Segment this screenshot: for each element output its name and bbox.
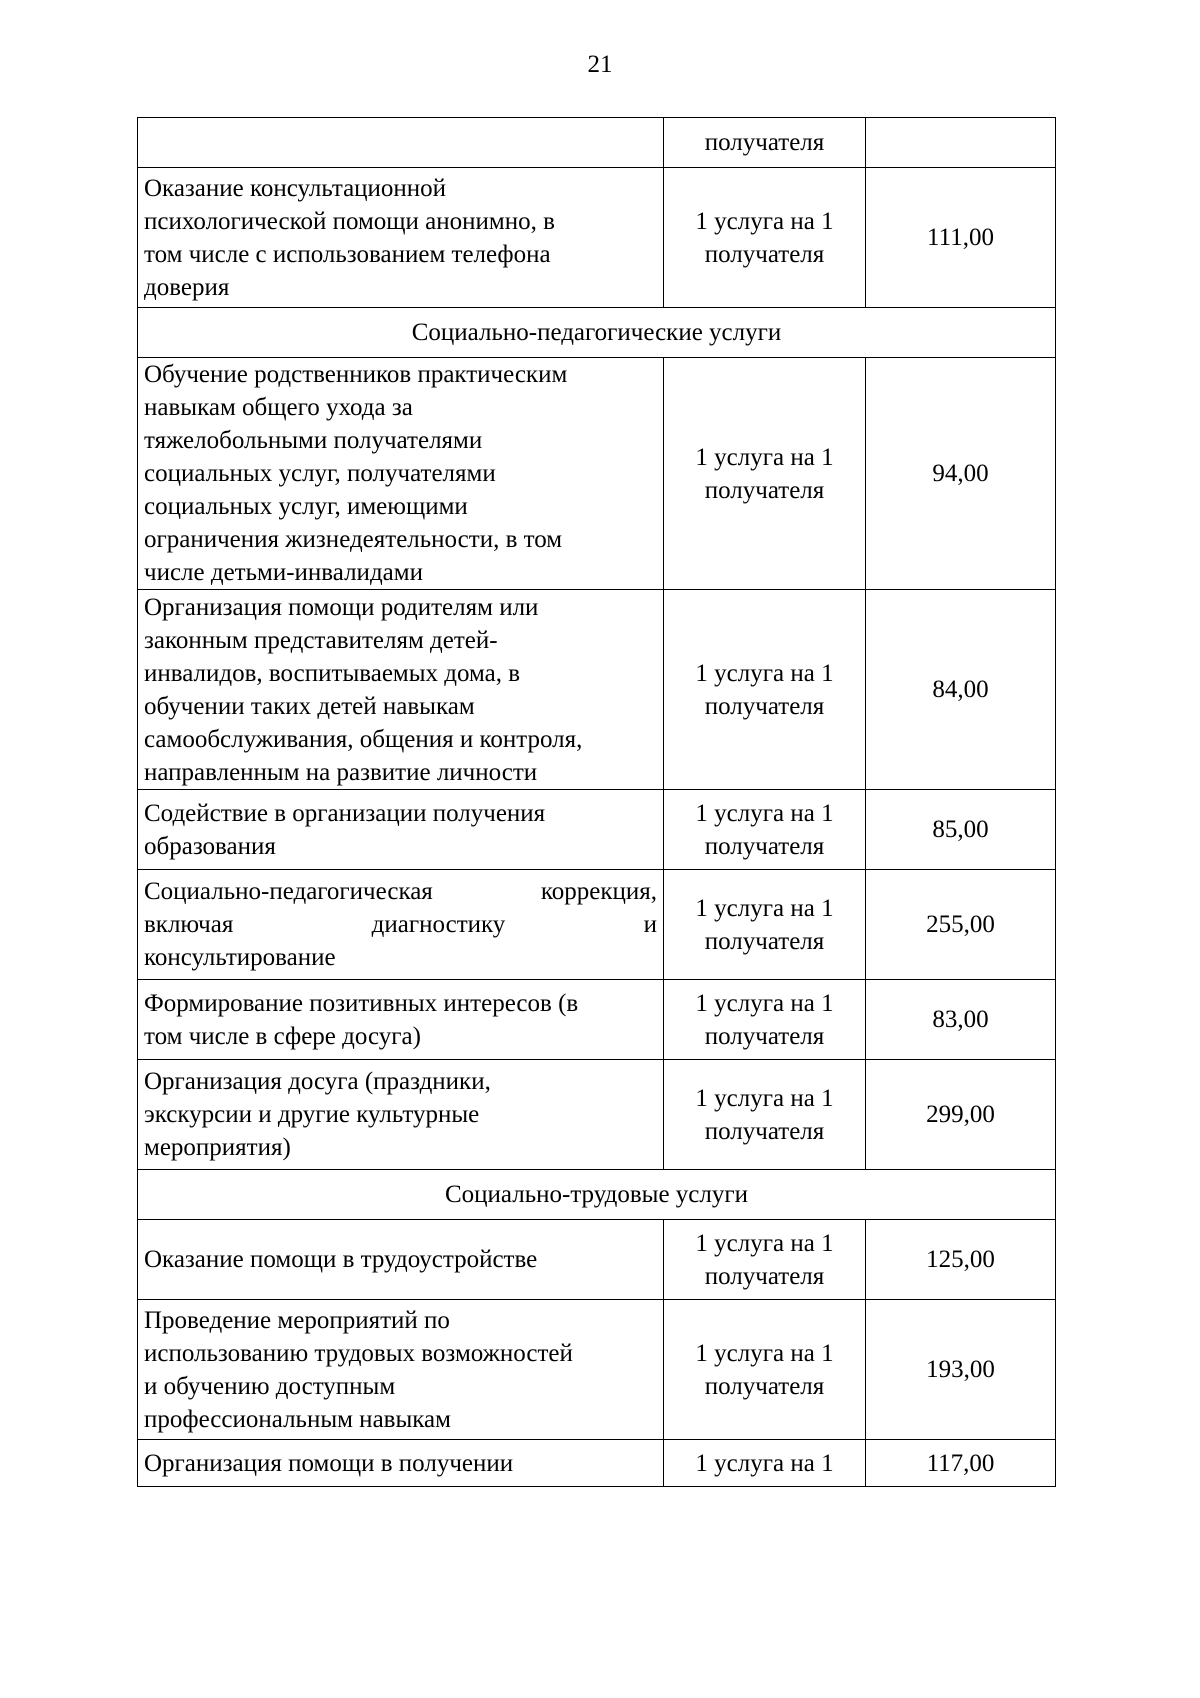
service-name: [138, 118, 664, 168]
service-unit-line: 1 услуга на 1: [695, 207, 834, 235]
service-unit-line: 1 услуга на 1: [695, 1229, 834, 1257]
service-name-line: ограничения жизнедеятельности, в том: [144, 526, 563, 553]
service-unit-line: получателя: [704, 240, 825, 268]
service-name-line: экскурсии и другие культурные: [144, 1101, 480, 1128]
table-row: [138, 870, 1056, 980]
service-name-line: тяжелобольными получателями: [144, 427, 483, 454]
service-name-line: Формирование позитивных интересов (в: [144, 989, 579, 1017]
service-unit-line: 1 услуга на 1: [695, 894, 834, 922]
table-row: [138, 1300, 1056, 1440]
service-name-line: профессиональным навыкам: [144, 1405, 451, 1433]
service-price: 117,00: [866, 1440, 1056, 1487]
table-row: [138, 168, 1056, 308]
section-title: Социально-педагогические услуги: [138, 308, 1056, 358]
service-unit-line: получателя: [704, 927, 825, 955]
service-name-line: мероприятия): [144, 1134, 291, 1161]
services-table: [137, 117, 1056, 1487]
service-unit-line: 1 услуга на 1: [695, 659, 834, 687]
service-unit: [664, 1220, 866, 1300]
service-unit-line: получателя: [704, 1262, 825, 1290]
service-name: [138, 870, 664, 980]
table-row: [138, 980, 1056, 1060]
service-name-line: использованию трудовых возможностей: [144, 1339, 573, 1367]
service-name: [138, 980, 664, 1060]
table-row: [138, 358, 1056, 590]
table-row: [138, 590, 1056, 790]
service-name-line: включая диагностику и: [144, 911, 657, 938]
service-price: [866, 118, 1056, 168]
service-price: 193,00: [866, 1300, 1056, 1440]
service-unit: [664, 870, 866, 980]
service-name: [138, 1440, 664, 1487]
service-unit-line: 1 услуга на 1: [695, 1084, 834, 1112]
service-name-line: консультирование: [144, 944, 336, 971]
service-name-line: доверия: [144, 273, 230, 301]
service-name: [138, 790, 664, 870]
service-price: 85,00: [866, 790, 1056, 870]
service-name-line: Социально-педагогическая коррекция,: [144, 878, 657, 905]
section-row: [138, 1170, 1056, 1220]
service-unit-line: 1 услуга на 1: [695, 1449, 834, 1477]
service-name-line: Оказание помощи в трудоустройстве: [144, 1246, 538, 1273]
service-price: 83,00: [866, 980, 1056, 1060]
table-row: [138, 790, 1056, 870]
service-name: [138, 1220, 664, 1300]
service-name-line: социальных услуг, получателями: [144, 460, 496, 487]
table-body: [138, 118, 1056, 1487]
service-unit-line: получателя: [704, 1372, 825, 1400]
service-name-line: Содействие в организации получения: [144, 799, 546, 827]
service-name: [138, 590, 664, 790]
service-unit-line: получателя: [704, 1022, 825, 1050]
table-row: [138, 118, 1056, 168]
service-unit-line: 1 услуга на 1: [695, 1339, 834, 1367]
service-unit-line: 1 услуга на 1: [695, 989, 834, 1017]
service-unit: [664, 358, 866, 590]
service-name-line: инвалидов, воспитываемых дома, в: [144, 659, 521, 687]
service-name-line: Организация помощи родителям или: [144, 593, 539, 621]
service-price: 94,00: [866, 358, 1056, 590]
service-unit: [664, 790, 866, 870]
section-title: Социально-трудовые услуги: [138, 1170, 1056, 1220]
service-name-line: и обучению доступным: [144, 1372, 396, 1400]
service-unit-line: 1 услуга на 1: [695, 443, 834, 471]
service-name-line: том числе в сфере досуга): [144, 1022, 421, 1050]
service-name-line: Организация помощи в получении: [144, 1449, 514, 1477]
service-name-line: законным представителям детей-: [144, 626, 498, 654]
service-name-line: числе детьми-инвалидами: [144, 559, 423, 586]
service-name: [138, 168, 664, 308]
table-row: [138, 1060, 1056, 1170]
service-unit-line: получателя: [704, 129, 825, 156]
service-price: 111,00: [866, 168, 1056, 308]
service-name-line: самообслуживания, общения и контроля,: [144, 725, 583, 753]
service-unit-line: получателя: [704, 832, 825, 860]
service-unit: [664, 168, 866, 308]
service-unit: [664, 980, 866, 1060]
service-price: 299,00: [866, 1060, 1056, 1170]
service-unit-line: получателя: [704, 1117, 825, 1145]
service-unit-line: получателя: [704, 692, 825, 720]
service-name-line: Оказание консультационной: [144, 174, 447, 202]
service-name: [138, 1060, 664, 1170]
service-unit: [664, 1440, 866, 1487]
service-unit-line: 1 услуга на 1: [695, 799, 834, 827]
service-price: 84,00: [866, 590, 1056, 790]
service-name-line: навыкам общего ухода за: [144, 394, 413, 421]
service-name-line: Обучение родственников практическим: [144, 361, 568, 388]
service-name-line: направленным на развитие личности: [144, 758, 538, 786]
service-name-line: образования: [144, 832, 276, 860]
service-name-line: том числе с использованием телефона: [144, 240, 551, 268]
service-unit: [664, 118, 866, 168]
service-price: 125,00: [866, 1220, 1056, 1300]
service-unit: [664, 1300, 866, 1440]
section-row: [138, 308, 1056, 358]
service-name-line: социальных услуг, имеющими: [144, 493, 468, 520]
table-row: [138, 1440, 1056, 1487]
service-name-line: обучении таких детей навыкам: [144, 692, 475, 720]
service-price: 255,00: [866, 870, 1056, 980]
page-number: 21: [587, 51, 613, 78]
table-row: [138, 1220, 1056, 1300]
service-name-line: психологической помощи анонимно, в: [144, 207, 555, 235]
service-name-line: Организация досуга (праздники,: [144, 1068, 491, 1095]
service-unit: [664, 590, 866, 790]
service-name: [138, 1300, 664, 1440]
service-name-line: Проведение мероприятий по: [144, 1306, 450, 1334]
service-unit: [664, 1060, 866, 1170]
service-name: [138, 358, 664, 590]
service-unit-line: получателя: [704, 476, 825, 504]
